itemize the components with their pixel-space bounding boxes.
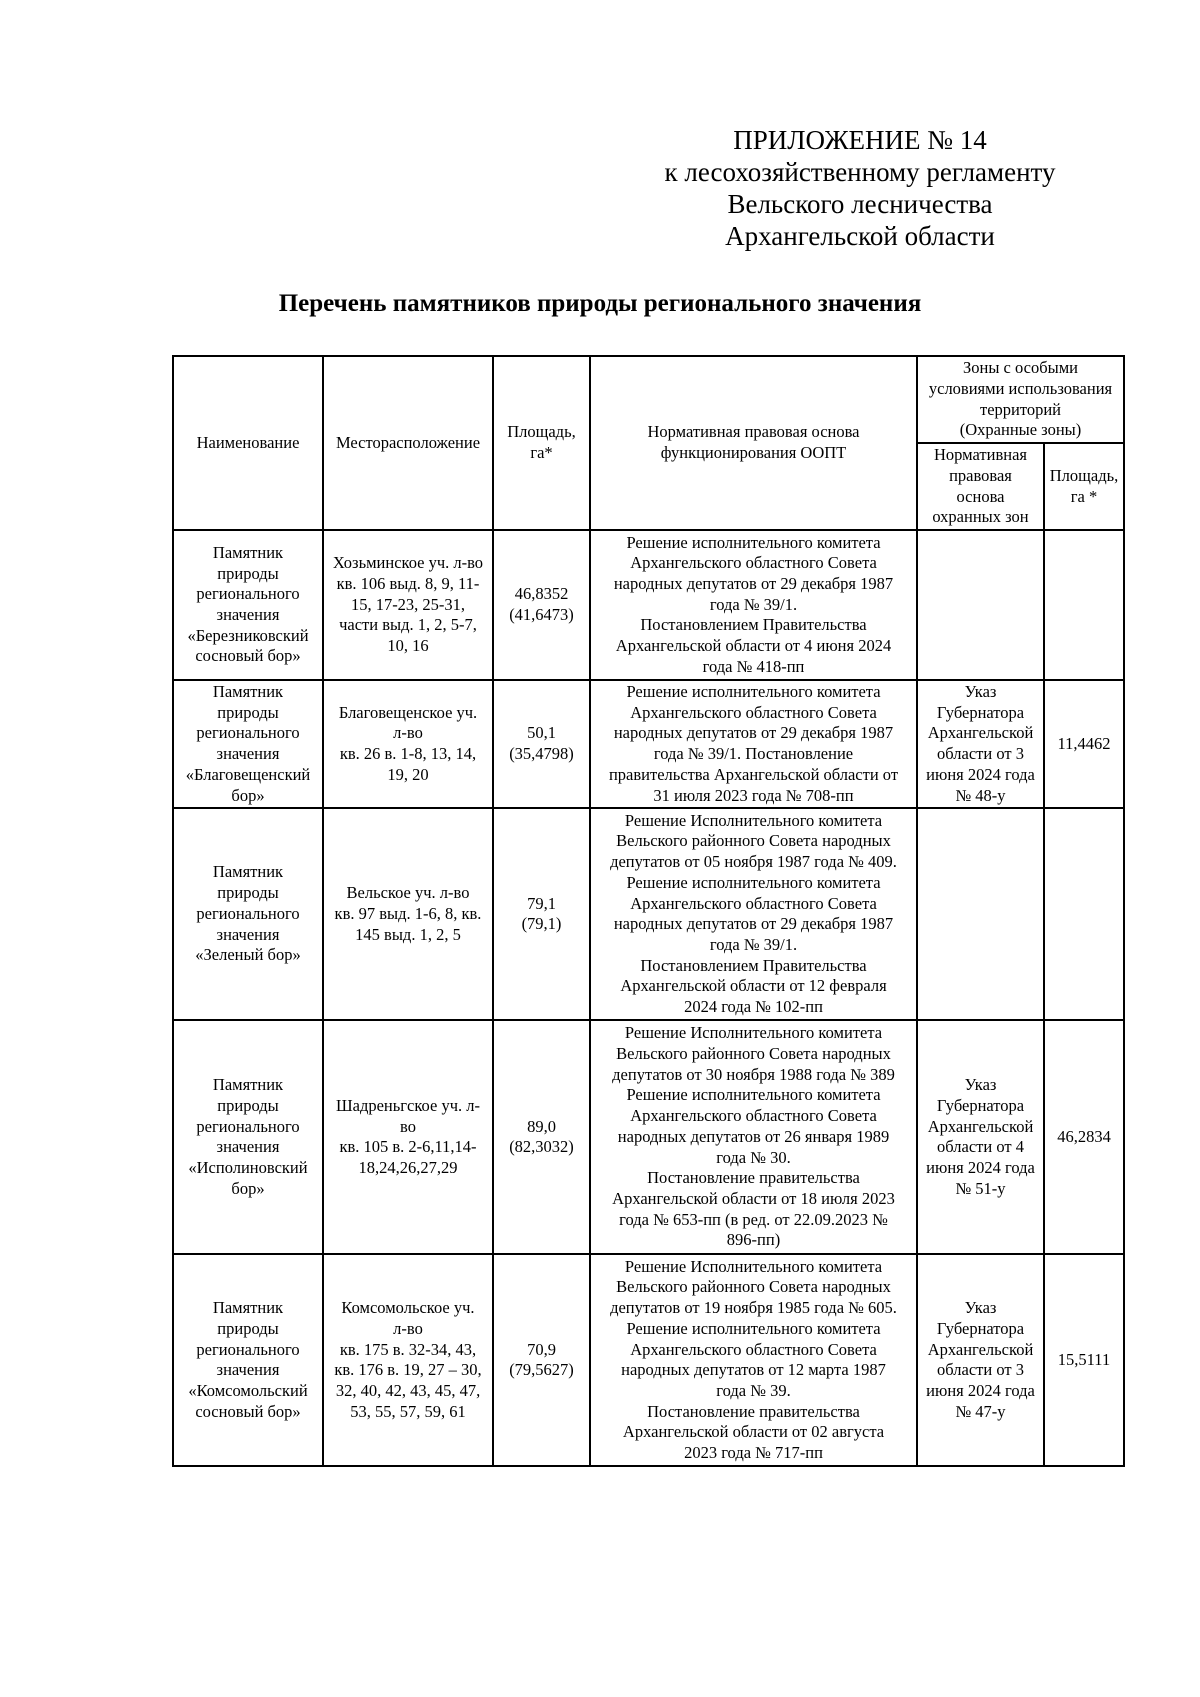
header-area: Площадь, га* (493, 356, 590, 530)
appendix-subtitle-3: Архангельской области (725, 221, 995, 251)
cell-zone-legal-basis: Указ Губернатора Архангельской области от 3 июня 2024 года № 48-у (917, 680, 1044, 808)
cell-area: 70,9 (79,5627) (493, 1254, 590, 1466)
table-row (173, 530, 1124, 680)
cell-zone-legal-basis (917, 808, 1044, 1020)
cell-location: Хозьминское уч. л-во кв. 106 выд. 8, 9, 11- 15, 17-23, 25-31, части выд. 1, 2, 5-7, 10, 16 (323, 530, 493, 680)
header-name: Наименование (173, 356, 323, 530)
cell-zone-legal-basis: Указ Губернатора Архангельской области от 3 июня 2024 года № 47-у (917, 1254, 1044, 1466)
appendix-subtitle-1: к лесохозяйственному регламенту (664, 157, 1056, 187)
appendix-subtitle-2: Вельского лесничества (727, 189, 993, 219)
header-location: Месторасположение (323, 356, 493, 530)
appendix-header (600, 124, 1120, 252)
appendix-number: ПРИЛОЖЕНИЕ № 14 (733, 125, 987, 155)
cell-legal-basis: Решение Исполнительного комитета Вельского районного Совета народных депутатов от 30 ноября 1988 года № 389 Решение исполнительного комитета Архангельского областного Совета народных депутатов от 26 января 1989 года № 30. Постановление правительства Архангельской области от 18 июля 2023 года № 653-пп (в ред. от 22.09.2023 № 896-пп) (590, 1020, 917, 1254)
cell-zone-area: 11,4462 (1044, 680, 1124, 808)
header-zone-legal-basis: Нормативная правовая основа охранных зон (917, 443, 1044, 530)
cell-legal-basis: Решение исполнительного комитета Архангельского областного Совета народных депутатов от 29 декабря 1987 года № 39/1. Постановлением Правительства Архангельской области от 4 июня 2024 года № 418-пп (590, 530, 917, 680)
cell-name: Памятник природы регионального значения «Зеленый бор» (173, 808, 323, 1020)
cell-legal-basis: Решение Исполнительного комитета Вельского районного Совета народных депутатов от 19 ноября 1985 года № 605. Решение исполнительного комитета Архангельского областного Совета народных депутатов от 12 марта 1987 года № 39. Постановление правительства Архангельской области от 02 августа 2023 года № 717-пп (590, 1254, 917, 1466)
cell-zone-area: 15,5111 (1044, 1254, 1124, 1466)
cell-zone-area: 46,2834 (1044, 1020, 1124, 1254)
cell-zone-legal-basis (917, 530, 1044, 680)
cell-name: Памятник природы регионального значения «Исполиновский бор» (173, 1020, 323, 1254)
cell-area: 89,0 (82,3032) (493, 1020, 590, 1254)
cell-name: Памятник природы регионального значения «Комсомольский сосновый бор» (173, 1254, 323, 1466)
cell-area: 50,1 (35,4798) (493, 680, 590, 808)
cell-zone-area (1044, 530, 1124, 680)
table-row (173, 1020, 1124, 1254)
cell-zone-area (1044, 808, 1124, 1020)
table-row (173, 1254, 1124, 1466)
cell-name: Памятник природы регионального значения «Благовещенский бор» (173, 680, 323, 808)
header-legal-basis: Нормативная правовая основа функционирования ООПТ (590, 356, 917, 530)
header-zone-area: Площадь, га * (1044, 443, 1124, 530)
cell-location: Благовещенское уч. л-во кв. 26 в. 1-8, 13, 14, 19, 20 (323, 680, 493, 808)
header-protected-zones: Зоны с особыми условиями использования территорий (Охранные зоны) (917, 356, 1124, 443)
monuments-table (172, 355, 1125, 1467)
table-row (173, 808, 1124, 1020)
cell-area: 46,8352 (41,6473) (493, 530, 590, 680)
cell-location: Шадреньгское уч. л- во кв. 105 в. 2-6,11,14- 18,24,26,27,29 (323, 1020, 493, 1254)
cell-name: Памятник природы регионального значения «Березниковский сосновый бор» (173, 530, 323, 680)
cell-area: 79,1 (79,1) (493, 808, 590, 1020)
cell-zone-legal-basis: Указ Губернатора Архангельской области от 4 июня 2024 года № 51-у (917, 1020, 1044, 1254)
page-title: Перечень памятников природы регионального значения (278, 290, 922, 317)
cell-location: Комсомольское уч. л-во кв. 175 в. 32-34, 43, кв. 176 в. 19, 27 – 30, 32, 40, 42, 43, 45, 47, 53, 55, 57, 59, 61 (323, 1254, 493, 1466)
cell-location: Вельское уч. л-во кв. 97 выд. 1-6, 8, кв. 145 выд. 1, 2, 5 (323, 808, 493, 1020)
table-row (173, 680, 1124, 808)
cell-legal-basis: Решение Исполнительного комитета Вельского районного Совета народных депутатов от 05 ноября 1987 года № 409. Решение исполнительного комитета Архангельского областного Совета народных депутатов от 29 декабря 1987 года № 39/1. Постановлением Правительства Архангельской области от 12 февраля 2024 года № 102-пп (590, 808, 917, 1020)
cell-legal-basis: Решение исполнительного комитета Архангельского областного Совета народных депутатов от 29 декабря 1987 года № 39/1. Постановление правительства Архангельской области от 31 июля 2023 года № 708-пп (590, 680, 917, 808)
